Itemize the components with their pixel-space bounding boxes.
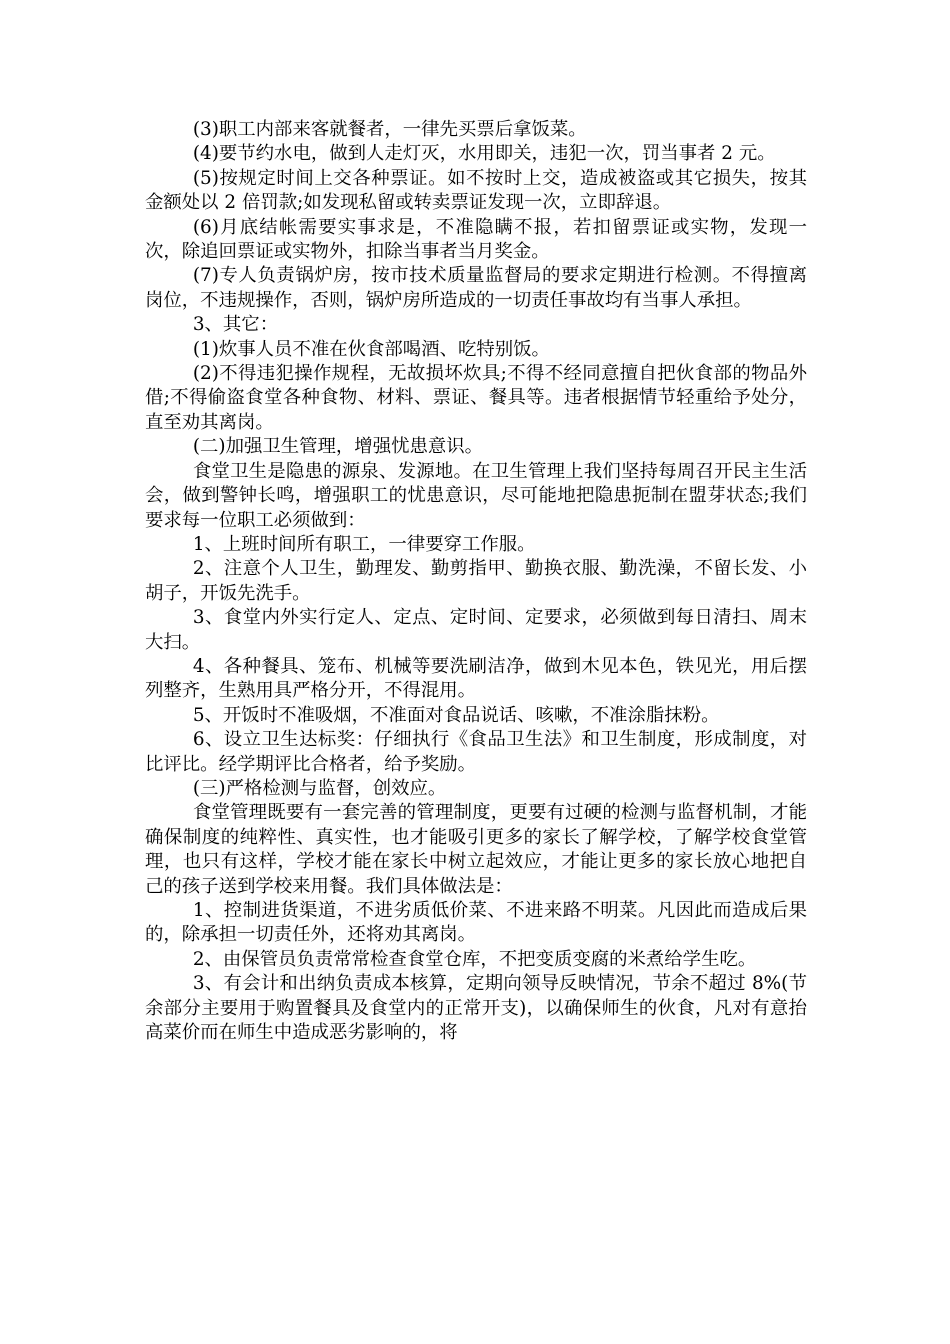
paragraph: (4)要节约水电，做到人走灯灭，水用即关，违犯一次，罚当事者 2 元。	[192, 143, 776, 165]
document-body	[145, 118, 807, 1045]
paragraph: (6)月底结帐需要实事求是，不准隐瞒不报，若扣留票证或实物，发现一次，除追回票证或实物外，扣除当事者当月奖金。	[145, 216, 807, 263]
paragraph: 食堂卫生是隐患的源泉、发源地。在卫生管理上我们坚持每周召开民主生活会，做到警钟长鸣，增强职工的忧患意识，尽可能地把隐患扼制在盟芽状态;我们要求每一位职工必须做到：	[145, 460, 807, 531]
list-item: 3、有会计和出纳负责成本核算，定期向领导反映情况，节余不超过 8%(节余部分主要用于购置餐具及食堂内的正常开支)，以确保师生的伙食，凡对有意抬高菜价而在师生中造成恶劣影响的，将	[145, 973, 807, 1044]
list-item: 1、控制进货渠道，不进劣质低价菜、不进来路不明菜。凡因此而造成后果的，除承担一切责任外，还将劝其离岗。	[145, 900, 807, 946]
paragraph: (1)炊事人员不准在伙食部喝酒、吃特别饭。	[192, 338, 550, 360]
list-item: 4、各种餐具、笼布、机械等要洗刷洁净，做到木见本色，铁见光，用后摆列整齐，生熟用具严格分开，不得混用。	[145, 655, 807, 702]
section-heading: (二)加强卫生管理，增强忧患意识。	[192, 436, 484, 458]
list-item: 3、食堂内外实行定人、定点、定时间、定要求，必须做到每日清扫、周末大扫。	[145, 607, 807, 653]
list-item: 6、设立卫生达标奖：仔细执行《食品卫生法》和卫生制度，形成制度，对比评比。经学期评比合格者，给予奖励。	[145, 729, 807, 775]
paragraph: (2)不得违犯操作规程，无故损坏炊具;不得不经同意擅自把伙食部的物品外借;不得偷盗食堂各种食物、材料、票证、餐具等。违者根据情节轻重给予处分，直至劝其离岗。	[145, 363, 807, 433]
paragraph: (5)按规定时间上交各种票证。如不按时上交，造成被盗或其它损失，按其金额处以 2 倍罚款;如发现私留或转卖票证发现一次，立即辞退。	[145, 167, 807, 214]
paragraph: (7)专人负责锅炉房，按市技术质量监督局的要求定期进行检测。不得擅离岗位，不违规操作，否则，锅炉房所造成的一切责任事故均有当事人承担。	[145, 265, 807, 311]
section-heading: (三)严格检测与监督，创效应。	[192, 777, 447, 799]
section-heading: 3、其它：	[192, 314, 279, 336]
list-item: 2、注意个人卫生，勤理发、勤剪指甲、勤换衣服、勤洗澡，不留长发、小胡子，开饭先洗手。	[145, 558, 807, 604]
list-item: 1、上班时间所有职工，一律要穿工作服。	[192, 533, 536, 555]
paragraph: 食堂管理既要有一套完善的管理制度，更要有过硬的检测与监督机制，才能确保制度的纯粹性、真实性，也才能吸引更多的家长了解学校，了解学校食堂管理，也只有这样，学校才能在家长中树立起效应，才能让更多的家长放心地把自己的孩子送到学校来用餐。我们具体做法是：	[145, 802, 807, 897]
list-item: 2、由保管员负责常常检查食堂仓库，不把变质变腐的米煮给学生吃。	[192, 948, 757, 970]
list-item: 5、开饭时不准吸烟，不准面对食品说话、咳嗽，不准涂脂抹粉。	[192, 704, 720, 726]
paragraph: (3)职工内部来客就餐者，一律先买票后拿饭菜。	[192, 119, 587, 140]
